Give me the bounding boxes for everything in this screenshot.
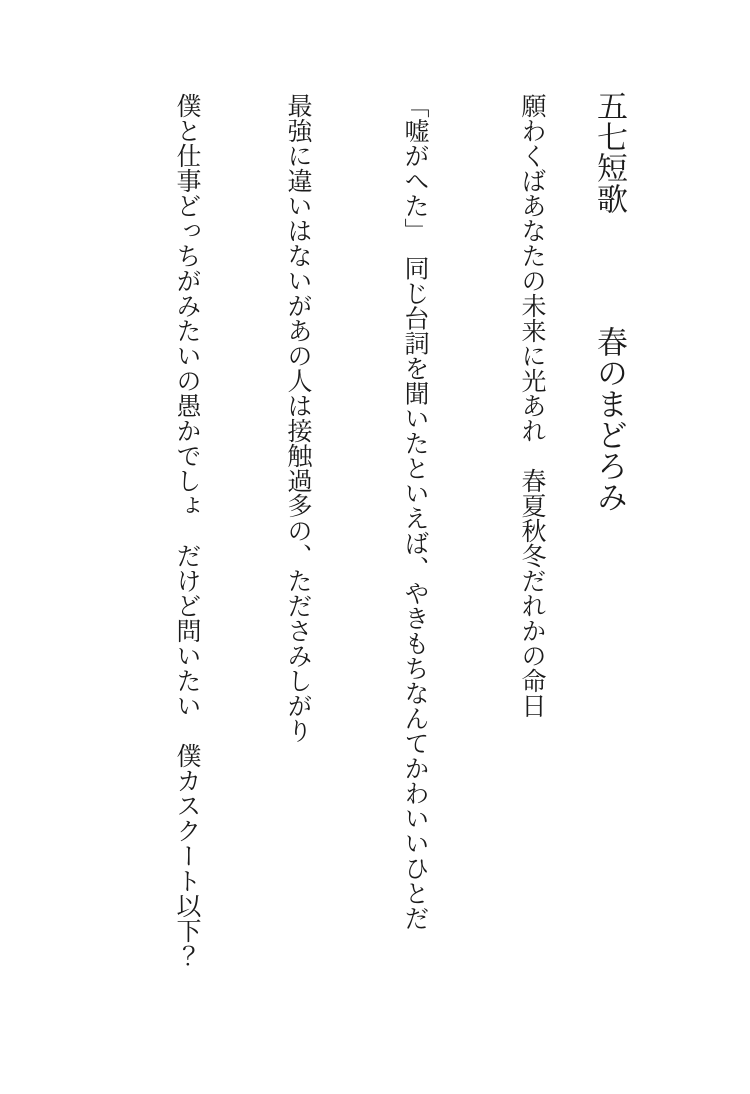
vertical-text-area	[174, 90, 625, 1030]
document-title	[594, 90, 625, 1030]
poem-column-2: 「嘘がへた」 同じ台詞を聞いたといえば、やきもちなんてかわいいひとだ	[401, 93, 428, 931]
poem-column-1: 願わくばあなたの未来に光あれ 春夏秋冬だれかの命日	[518, 93, 545, 718]
title-main: 五七短歌	[592, 90, 627, 214]
poem-column-3: 最強に違いはないがあの人は接触過多の、たださみしがり	[284, 93, 311, 743]
title-subtitle: 春のまどろみ	[592, 325, 627, 512]
poem-column-4: 僕と仕事どっちがみたいの愚かでしょ だけど問いたい 僕カスクート以下？	[173, 93, 200, 968]
